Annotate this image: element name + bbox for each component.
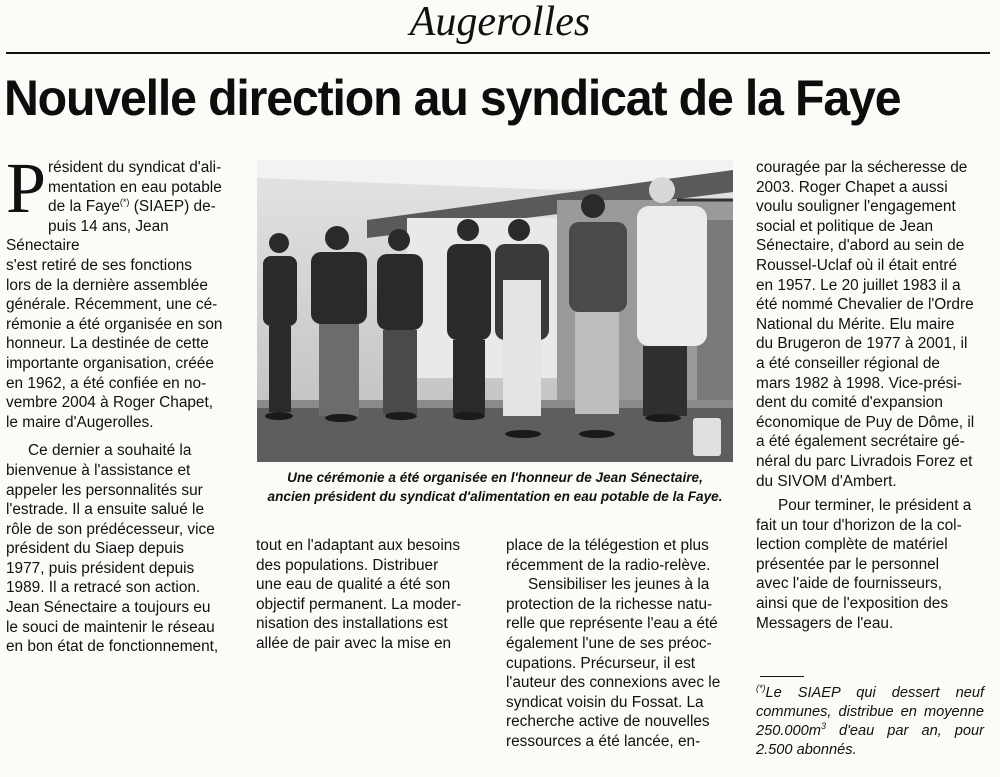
line: bienvenue à l'assistance et [6, 461, 191, 479]
line: appeler les personnalités sur [6, 481, 203, 499]
line: vembre 2004 à Roger Chapet, [6, 394, 214, 412]
line: social et politique de Jean [756, 217, 934, 235]
line: une eau de qualité a été son [256, 576, 451, 594]
footnote-mark: (*) [756, 683, 766, 694]
line: de la Faye [48, 198, 120, 216]
line: objectif permanent. La moder- [256, 595, 462, 613]
line: relle que représente l'eau a été [506, 615, 718, 633]
column-4 [756, 158, 994, 633]
line: 1977, puis président depuis [6, 559, 195, 577]
paragraph-2 [756, 496, 994, 633]
line: présentée par le personnel [756, 555, 940, 573]
line: néral du parc Livradois Forez et [756, 452, 973, 470]
paragraph-1 [506, 536, 744, 575]
line: cupations. Précurseur, il est [506, 654, 696, 672]
line: résident du syndicat d'ali- [48, 159, 222, 176]
line: recherche active de nouvelles [506, 713, 710, 731]
footnote-text: Le SIAEP qui dessert neuf communes, distribue en moyenne 250.000 [756, 685, 984, 739]
line: l'auteur des connexions avec le [506, 674, 721, 692]
paragraph-1 [6, 148, 244, 432]
ceremony-photo [257, 160, 733, 462]
line: National du Mérite. Elu maire [756, 315, 955, 333]
column-3 [506, 536, 744, 752]
line: nisation des installations est [256, 615, 448, 633]
line: des populations. Distribuer [256, 556, 439, 574]
line: du SIVOM d'Ambert. [756, 472, 897, 490]
line: récemment de la radio-relève. [506, 556, 711, 574]
line: tout en l'adaptant aux besoins [256, 537, 461, 554]
line: en 1962, a été confiée en no- [6, 374, 207, 392]
line: en 1957. Le 20 juillet 1983 il a [756, 276, 961, 294]
line: syndicat voisin du Fossat. La [506, 693, 704, 711]
line: mars 1982 à 1998. Vice-prési- [756, 374, 962, 392]
line: du Brugeron de 1977 à 2001, il [756, 335, 968, 353]
line: Ce dernier a souhaité la [28, 442, 192, 460]
line: voulu souligner l'engagement [756, 198, 956, 216]
paragraph-2 [506, 575, 744, 751]
line: l'estrade. Il a ensuite salué le [6, 501, 205, 519]
line: a été également secrétaire gé- [756, 433, 965, 451]
line: le maire d'Augerolles. [6, 413, 154, 431]
line: été nommé Chevalier de l'Ordre [756, 296, 974, 314]
line: Pour terminer, le président a [778, 497, 972, 515]
line: a été conseiller régional de [756, 354, 940, 372]
line: en bon état de fonctionnement, [6, 638, 219, 656]
line: Sénectaire, d'abord au sein de [756, 237, 965, 255]
line: Sensibiliser les jeunes à la [528, 576, 710, 594]
column-1 [6, 148, 244, 657]
caption-line: ancien président du syndicat d'alimentation en eau potable de la Faye. [267, 489, 723, 504]
line: Messagers de l'eau. [756, 614, 894, 632]
section-title: Augerolles [409, 0, 591, 45]
line: ressources a été lancée, en- [506, 732, 701, 750]
line: importante organisation, créée [6, 354, 214, 372]
ceremony-photo-illustration [257, 160, 733, 462]
line: lection complète de matériel [756, 536, 948, 554]
line: honneur. La destinée de cette [6, 335, 209, 353]
paragraph-1 [756, 158, 994, 491]
column-2 [256, 536, 494, 654]
line: générale. Récemment, une cé- [6, 296, 218, 314]
photo-caption [257, 468, 733, 506]
drop-cap: P [6, 148, 47, 228]
line: dent du comité d'expansion [756, 394, 943, 412]
line: 1989. Il a retracé son action. [6, 579, 201, 597]
line: 2003. Roger Chapet a aussi [756, 178, 948, 196]
line: lors de la dernière assemblée [6, 276, 208, 294]
line: Jean Sénectaire a toujours eu [6, 599, 211, 617]
footnote-unit: m [808, 723, 821, 739]
line: place de la télégestion et plus [506, 537, 709, 554]
paragraph [256, 536, 494, 654]
line: avec l'aide de fournisseurs, [756, 575, 943, 593]
line: également l'une de ses préoc- [506, 634, 712, 652]
line: (SIAEP) de- [129, 198, 216, 216]
line: rôle de son prédécesseur, vice [6, 520, 215, 538]
line: couragée par la sécheresse de [756, 159, 968, 176]
footnote-mark: (*) [119, 197, 130, 208]
paragraph-2 [6, 441, 244, 657]
line: président du Siaep depuis [6, 540, 184, 558]
line: protection de la richesse natu- [506, 595, 713, 613]
headline: Nouvelle direction au syndicat de la Faye [4, 70, 901, 126]
line: allée de pair avec la mise en [256, 634, 452, 652]
line: économique de Puy de Dôme, il [756, 413, 975, 431]
line: fait un tour d'horizon de la col- [756, 516, 962, 534]
footnote-rule [760, 676, 804, 677]
footnote-text-end: d'eau par an, pour 2.500 abonnés. [756, 723, 984, 758]
footnote-unit-exponent: 3 [820, 721, 826, 732]
line: Roussel-Uclaf où il était entré [756, 256, 958, 274]
line: mentation en eau potable [48, 178, 222, 196]
caption-line: Une cérémonie a été organisée en l'honneur de Jean Sénectaire, [287, 470, 703, 485]
line: puis 14 ans, Jean Sénectaire [6, 217, 169, 255]
line: rémonie a été organisée en son [6, 315, 223, 333]
line: s'est retiré de ses fonctions [6, 256, 193, 274]
section-rule [6, 52, 990, 54]
line: le souci de maintenir le réseau [6, 618, 215, 636]
line: ainsi que de l'exposition des [756, 595, 949, 613]
footnote [756, 684, 984, 760]
